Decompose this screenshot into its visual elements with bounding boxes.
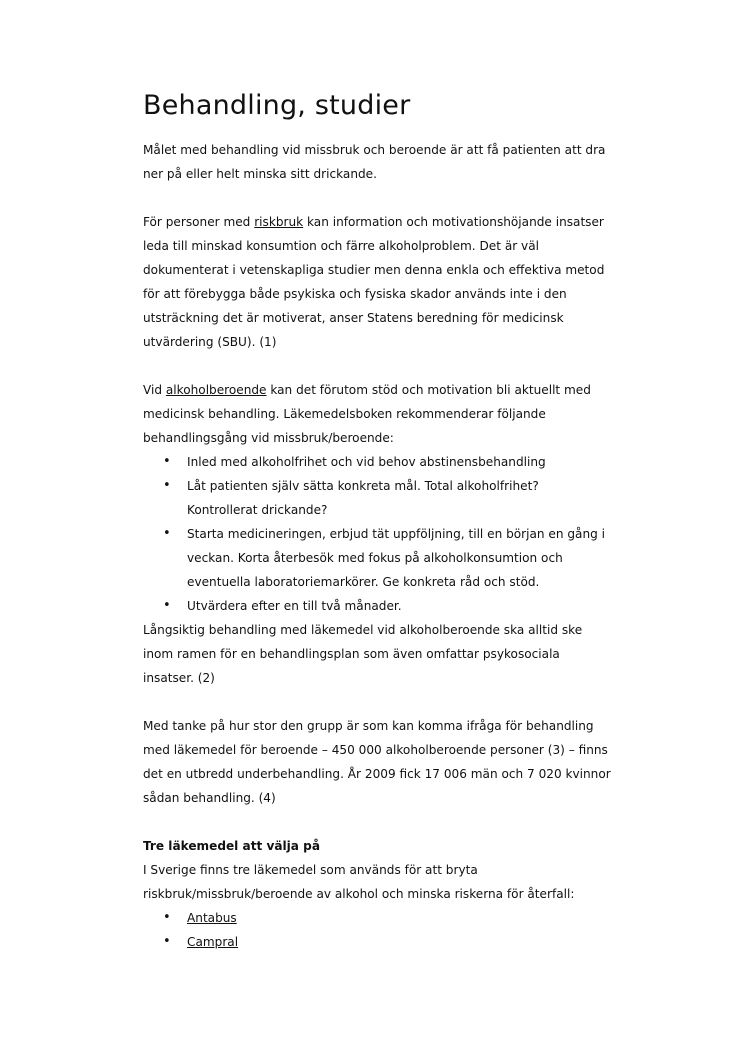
- list-item: • Låt patienten själv sätta konkreta mål. Total alkoholfrihet? Kontrollerat drickande?: [143, 474, 613, 522]
- section-heading: Tre läkemedel att välja på: [143, 839, 321, 853]
- paragraph-gap: [143, 186, 613, 210]
- alkoholberoende-link[interactable]: alkoholberoende: [165, 383, 267, 397]
- beroende-text-after: kan det förutom stöd och motivation bli aktuellt med medicinsk behandling. Läkemedelsboken rekommenderar följande behandlingsgång vid missbruk/beroende:: [143, 383, 591, 445]
- list-item: • Inled med alkoholfrihet och vid behov abstinensbehandling: [143, 450, 613, 474]
- paragraph-gap: [143, 354, 613, 378]
- longterm-paragraph: Långsiktig behandling med läkemedel vid alkoholberoende ska alltid ske inom ramen för en behandlingsplan som även omfattar psykosociala insatser. (2): [143, 623, 583, 685]
- document-page: [143, 88, 613, 954]
- beroende-paragraph: [143, 378, 613, 450]
- group-paragraph: Med tanke på hur stor den grupp är som kan komma ifråga för behandling med läkemedel för beroende – 450 000 alkoholberoende personer (3) – finns det en utbredd underbehandling. År 2009 fick 17 006 män och 7 020 kvinnor sådan behandling. (4): [143, 719, 611, 805]
- campral-link[interactable]: Campral: [187, 935, 239, 949]
- page-title: Behandling, studier: [143, 90, 411, 121]
- list-item: [143, 906, 613, 930]
- riskbruk-text-after: kan information och motivationshöjande insatser leda till minskad konsumtion och färre alkoholproblem. Det är väl dokumenterat i vetenskapliga studier men denna enkla och effektiva metod för att förebygga både psykiska och fysiska skador används inte i den utsträckning det är motiverat, anser Statens beredning för medicinsk utvärdering (SBU). (1): [143, 215, 605, 349]
- paragraph-gap: [143, 690, 613, 714]
- list-item: • Starta medicineringen, erbjud tät uppföljning, till en början en gång i veckan. Korta återbesök med fokus på alkoholkonsumtion och eventuella laboratoriemarkörer. Ge konkreta råd och stöd.: [143, 522, 613, 594]
- paragraph-gap: [143, 810, 613, 834]
- beroende-text-before: Vid: [143, 383, 166, 397]
- section-paragraph: I Sverige finns tre läkemedel som används för att bryta riskbruk/missbruk/beroende av alkohol och minska riskerna för återfall:: [143, 863, 575, 901]
- riskbruk-paragraph: [143, 210, 613, 354]
- riskbruk-text-before: För personer med: [143, 215, 255, 229]
- antabus-link[interactable]: Antabus: [187, 911, 237, 925]
- riskbruk-link[interactable]: riskbruk: [254, 215, 304, 229]
- medicine-list: [143, 906, 613, 954]
- list-item: • Utvärdera efter en till två månader.: [143, 594, 613, 618]
- intro-paragraph: Målet med behandling vid missbruk och beroende är att få patienten att dra ner på eller helt minska sitt drickande.: [143, 143, 606, 181]
- treatment-steps-list: [143, 450, 613, 618]
- list-item: [143, 930, 613, 954]
